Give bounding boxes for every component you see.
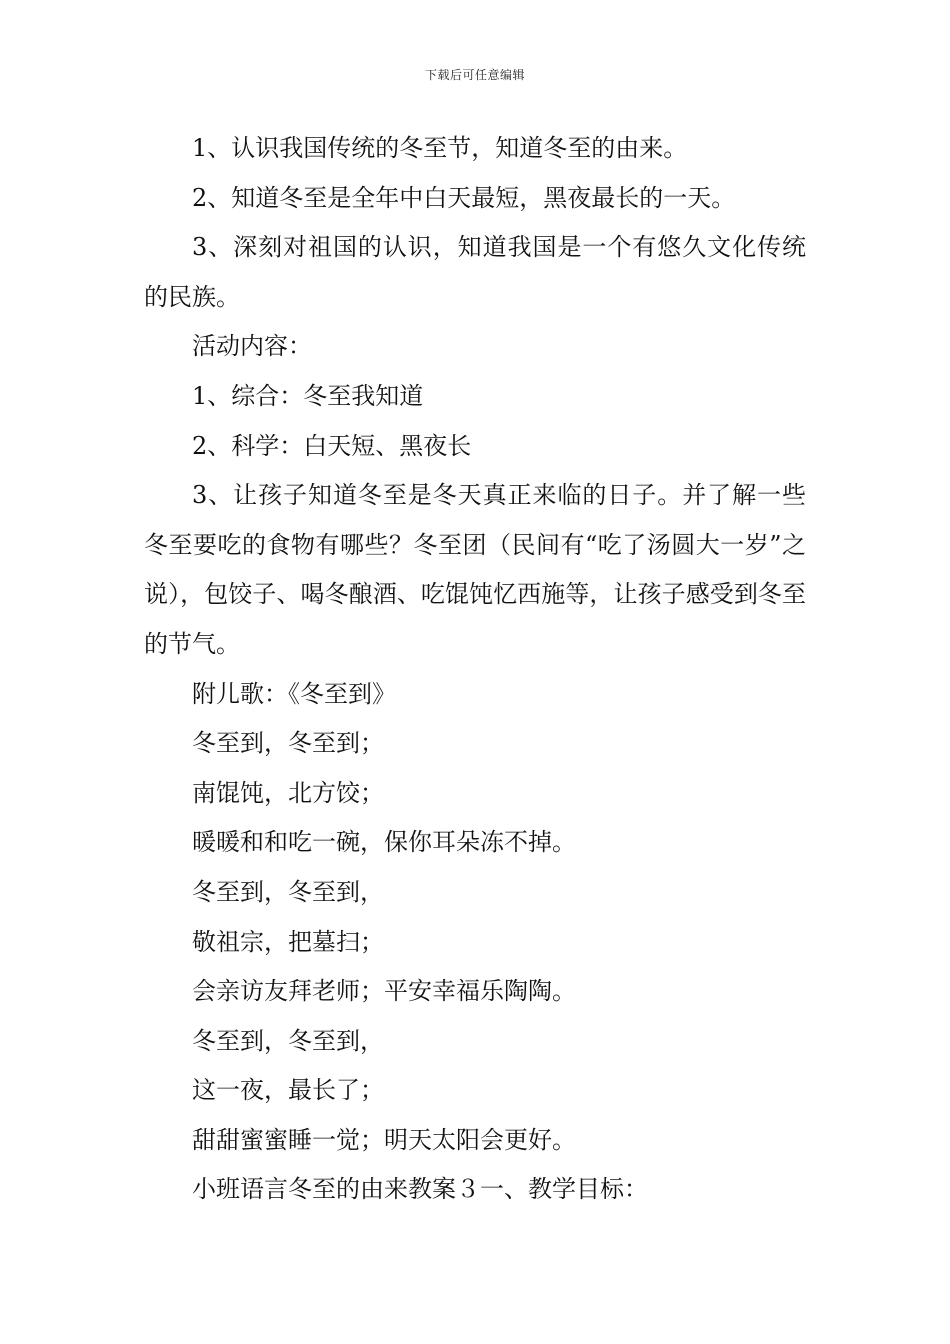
objective-2: 2、知道冬至是全年中白天最短，黑夜最长的一天。 (192, 183, 736, 212)
next-section-heading: 小班语言冬至的由来教案３一、教学目标： (192, 1175, 648, 1204)
song-line: 暖暖和和吃一碗，保你耳朵冻不掉。 (192, 828, 576, 857)
song-title: 附儿歌：《冬至到》 (192, 679, 396, 708)
objective-3: 3、深刻对祖国的认识，知道我国是一个有悠久文化传统的民族。 (144, 233, 806, 311)
song-line: 冬至到，冬至到； (192, 729, 384, 758)
song-line: 南馄饨，北方饺； (192, 778, 384, 807)
song-line: 冬至到，冬至到， (192, 1026, 384, 1055)
page-header-note: 下载后可任意编辑 (424, 68, 525, 82)
activity-1: 1、综合：冬至我知道 (192, 381, 424, 410)
song-line: 甜甜蜜蜜睡一觉；明天太阳会更好。 (192, 1125, 576, 1154)
document-body (144, 124, 806, 1215)
song-line: 这一夜，最长了； (192, 1076, 384, 1105)
activity-3: 3、让孩子知道冬至是冬天真正来临的日子。并了解一些冬至要吃的食物有哪些？冬至团（民间有“吃了汤圆大一岁”之说），包饺子、喝冬酿酒、吃馄饨忆西施等，让孩子感受到冬至的节气。 (144, 481, 806, 658)
song-line: 敬祖宗，把墓扫； (192, 927, 384, 956)
song-line: 冬至到，冬至到， (192, 877, 384, 906)
activity-heading: 活动内容： (192, 332, 312, 361)
song-line: 会亲访友拜老师；平安幸福乐陶陶。 (192, 977, 576, 1006)
objective-1: 1、认识我国传统的冬至节，知道冬至的由来。 (192, 134, 688, 162)
activity-2: 2、科学：白天短、黑夜长 (192, 431, 472, 460)
